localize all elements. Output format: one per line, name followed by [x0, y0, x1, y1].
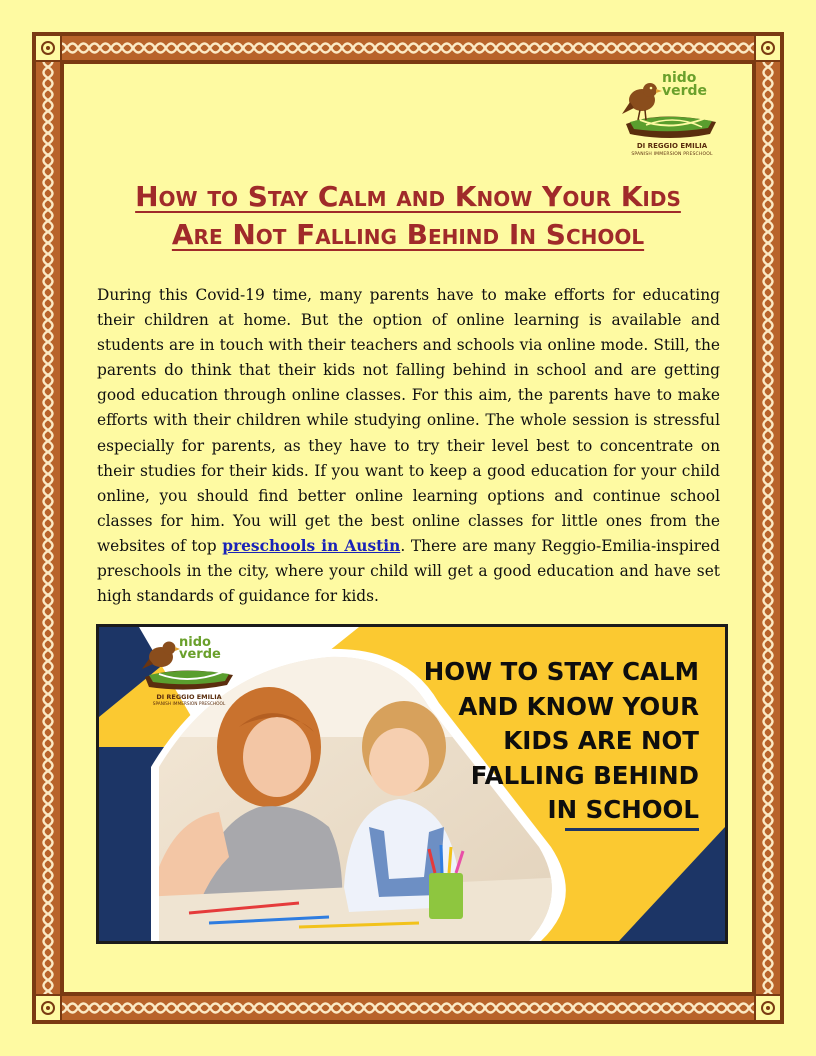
banner-headline-line-5: IN SCHOOL — [547, 795, 699, 824]
corner-ornament-bottom-right — [754, 994, 782, 1022]
border-bottom-pattern — [34, 994, 782, 1022]
banner-headline-line-4: FALLING BEHIND — [470, 760, 699, 790]
nido-verde-logo — [620, 72, 724, 162]
banner-headline-line-2: AND KNOW YOUR — [458, 691, 699, 721]
article-title-line-1: How to Stay Calm and Know Your Kids — [135, 180, 681, 213]
logo-brand-name — [662, 72, 707, 98]
corner-ornament-top-left — [34, 34, 62, 62]
banner-logo — [139, 633, 239, 715]
article-body — [97, 283, 720, 609]
banner-logo-brand-line-1: nido — [179, 635, 211, 650]
article-title-line-2: Are Not Falling Behind In School — [171, 218, 645, 251]
banner-logo-subtitle: SPANISH IMMERSION PRESCHOOL — [152, 702, 226, 707]
logo-brand-line-2: verde — [662, 83, 708, 99]
article-title — [70, 178, 746, 254]
logo-subtitle: SPANISH IMMERSION PRESCHOOL — [631, 152, 713, 157]
body-text-part-1: During this Covid-19 time, many parents have to make efforts for educating their children at home. But the option of online learning is available and students are in touch with their teachers and schools via online mode. Still, the parents do think that their kids not falling behind in school and are getting good education through online classes. For this aim, the parents have to make efforts with their children while studying online. The whole session is stressful especially for parents, as they have to try their level best to concentrate on their studies for their kids. If you want to keep a good education for your child online, you should find better online learning options and continue school classes for him. You will get the best online classes for little ones from the websites of top — [97, 286, 720, 555]
border-right-pattern — [754, 34, 782, 1022]
article-banner — [96, 624, 728, 944]
banner-headline-underline — [565, 828, 699, 831]
preschools-austin-link[interactable]: preschools in Austin — [222, 536, 401, 555]
banner-headline-line-1: HOW TO STAY CALM — [423, 657, 699, 686]
logo-tagline: DI REGGIO EMILIA — [636, 142, 708, 150]
body-text-part-2: . There are many Reggio-Emilia-inspired preschools in the city, where your child will get a good education and have set high standards of guidance for kids. — [97, 536, 720, 606]
border-left-pattern — [34, 34, 62, 1022]
banner-logo-tagline: DI REGGIO EMILIA — [156, 693, 222, 701]
banner-headline — [399, 655, 699, 828]
banner-logo-brand — [179, 637, 221, 661]
logo-brand-line-1: nido — [662, 70, 697, 86]
corner-ornament-bottom-left — [34, 994, 62, 1022]
banner-headline-line-3: KIDS ARE NOT — [503, 726, 699, 755]
corner-ornament-top-right — [754, 34, 782, 62]
border-top-pattern — [34, 34, 782, 62]
banner-logo-brand-line-2: verde — [179, 647, 221, 662]
